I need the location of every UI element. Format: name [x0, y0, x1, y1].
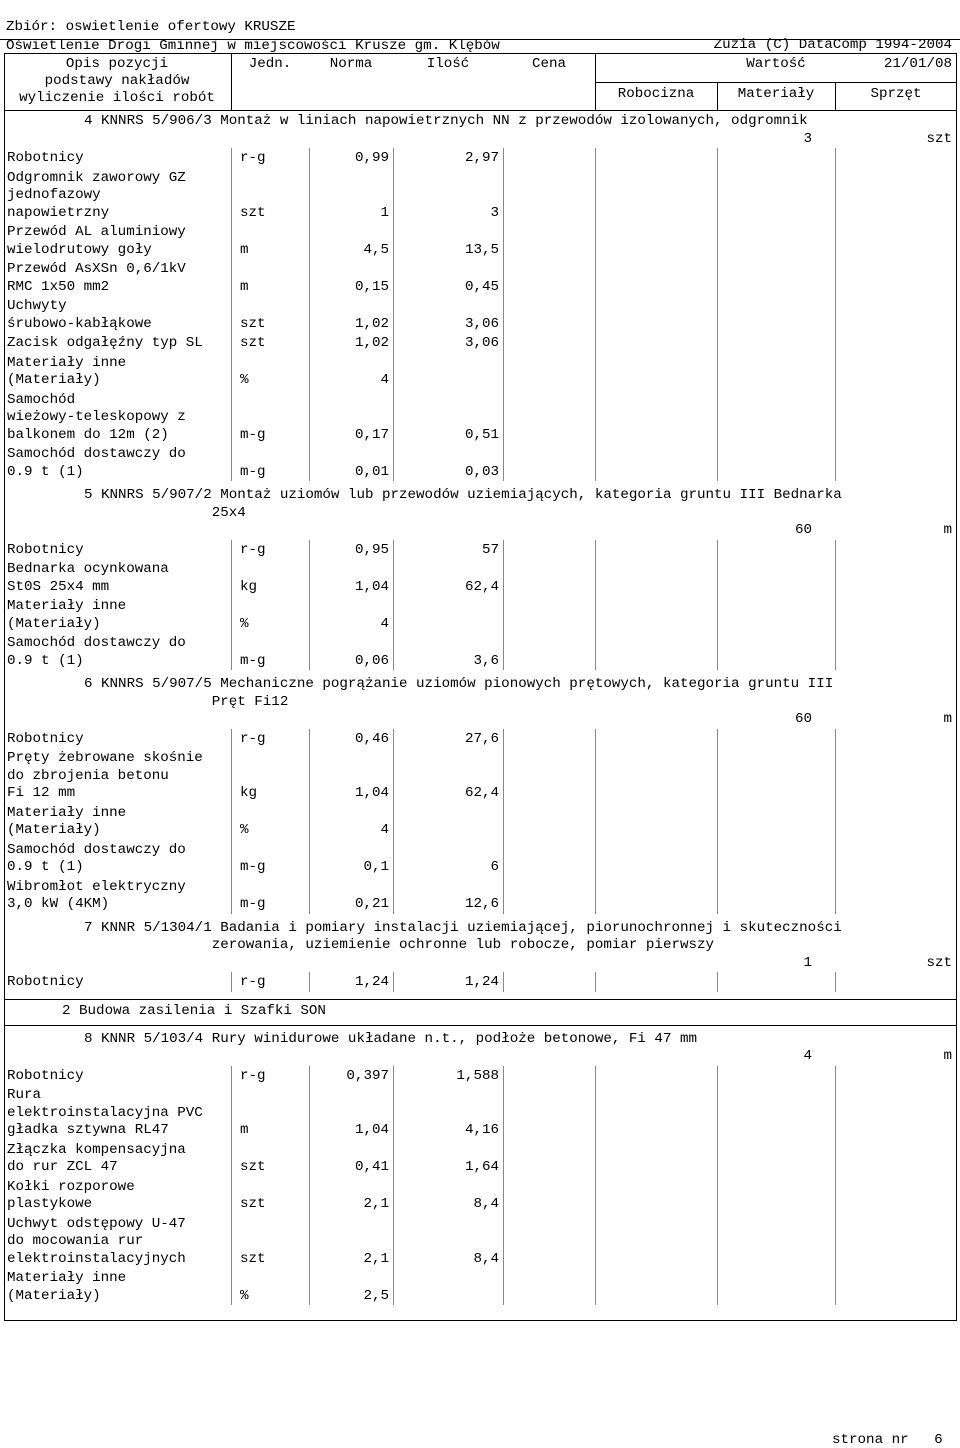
resource-quantity: 8,4 [473, 1196, 499, 1212]
resource-description: Rura elektroinstalacyjna PVC gładka sztywna RL47 [7, 1087, 203, 1138]
resource-description: Samochód dostawczy do 0.9 t (1) [7, 635, 186, 669]
resource-norm: 0,01 [354, 463, 389, 480]
column-separator [309, 972, 310, 992]
header-divider-h [595, 82, 957, 83]
resource-norm: 2,1 [363, 1196, 389, 1212]
resource-unit: % [240, 615, 249, 632]
resource-unit: szt [240, 335, 266, 351]
column-separator [595, 729, 596, 914]
column-separator [717, 972, 718, 992]
resource-norm: 0,17 [354, 426, 389, 443]
resource-norm: 0,21 [354, 896, 389, 912]
resource-norm: 2,5 [363, 1287, 389, 1304]
col-header-equipment: Sprzęt [870, 86, 922, 102]
header-divider-v [717, 82, 718, 111]
resource-unit: m-g [240, 896, 266, 912]
resource-norm: 1,02 [354, 315, 389, 332]
col-header-materials: Materiały [737, 86, 815, 102]
resource-quantity: 57 [481, 541, 499, 558]
resource-unit: % [240, 822, 249, 838]
column-separator [393, 540, 394, 671]
resource-norm: 1,04 [354, 1122, 389, 1138]
resource-quantity: 0,45 [464, 278, 499, 295]
column-separator [393, 148, 394, 481]
header-divider [0, 39, 960, 40]
resource-quantity: 1,24 [464, 974, 499, 990]
section-rule-bottom [4, 1025, 957, 1026]
column-separator [717, 148, 718, 481]
position-quantity: 3 [803, 130, 812, 147]
header-bottom-rule [4, 110, 957, 111]
header-divider-v [231, 53, 232, 111]
resource-norm: 0,46 [354, 730, 389, 747]
resource-unit: m-g [240, 463, 266, 480]
resource-norm: 1 [380, 204, 389, 221]
resource-quantity: 0,51 [464, 426, 499, 443]
resource-norm: 0,41 [354, 1159, 389, 1175]
position-title: 6 KNNRS 5/907/5 Mechaniczne pogrążanie uziomów pionowych prętowych, kategoria gruntu III Pręt Fi12 [84, 676, 834, 710]
resource-quantity: 2,97 [464, 150, 499, 166]
page-number: strona nr 6 [832, 1432, 943, 1448]
resource-quantity: 6 [490, 859, 499, 875]
resource-description: Materiały inne (Materiały) [7, 804, 127, 838]
resource-unit: % [240, 1287, 249, 1304]
resource-description: Robotnicy [7, 150, 84, 166]
resource-norm: 1,04 [354, 578, 389, 595]
resource-quantity: 62,4 [464, 578, 499, 595]
software-credit: Zuzia (C) DataComp 1994-2004 [713, 37, 952, 53]
resource-unit: szt [240, 315, 266, 332]
resource-description: Wibromłot elektryczny 3,0 kW (4KM) [7, 878, 186, 912]
resource-unit: kg [240, 578, 258, 595]
resource-unit: szt [240, 1196, 266, 1212]
resource-unit: szt [240, 1159, 266, 1175]
position-title: 7 KNNR 5/1304/1 Badania i pomiary instalacji uziemiającej, piorunochronnej i skuteczności zerowania, uziemienie ochronne lub robocze, pomiar pierwszy [84, 919, 842, 953]
resource-quantity: 13,5 [464, 241, 499, 258]
resource-norm: 0,15 [354, 278, 389, 295]
resource-norm: 0,397 [346, 1067, 389, 1084]
position-unit: szt [926, 130, 952, 147]
column-separator [835, 1066, 836, 1306]
resource-description: Uchwyt odstępowy U-47 do mocowania rur elektroinstalacyjnych [7, 1215, 186, 1267]
resource-description: Złączka kompensacyjna do rur ZCL 47 [7, 1141, 186, 1175]
resource-description: Przewód AL aluminiowy wielodrutowy goły [7, 224, 186, 258]
resource-quantity: 62,4 [464, 785, 499, 801]
resource-unit: szt [240, 1250, 266, 1267]
resource-quantity: 3,06 [464, 315, 499, 332]
resource-norm: 1,02 [354, 335, 389, 351]
col-header-quantity: Ilość [426, 56, 470, 72]
resource-norm: 4 [380, 615, 389, 632]
column-separator [503, 972, 504, 992]
column-separator [393, 729, 394, 914]
column-separator [309, 729, 310, 914]
header-divider-v [835, 82, 836, 111]
resource-norm: 0,06 [354, 652, 389, 669]
resource-description: Samochód dostawczy do 0.9 t (1) [7, 841, 186, 875]
position-title: 4 KNNRS 5/906/3 Montaż w liniach napowietrznych NN z przewodów izolowanych, odgromnik [84, 113, 808, 129]
column-separator [309, 148, 310, 481]
resource-quantity: 27,6 [464, 730, 499, 747]
position-unit: m [943, 522, 952, 538]
resource-description: Bednarka ocynkowana St0S 25x4 mm [7, 561, 169, 595]
resource-description: Pręty żebrowane skośnie do zbrojenia betonu Fi 12 mm [7, 750, 203, 801]
col-header-value: Wartość [746, 56, 806, 72]
column-separator [393, 972, 394, 992]
column-separator [835, 729, 836, 914]
position-title: 8 KNNR 5/103/4 Rury winidurowe układane n.t., podłoże betonowe, Fi 47 mm [84, 1030, 697, 1047]
col-header-description: Opis pozycji podstawy nakładów wyliczenie ilości robót [19, 56, 215, 106]
column-separator [393, 1066, 394, 1306]
resource-description: Samochód dostawczy do 0.9 t (1) [7, 446, 186, 480]
resource-quantity: 3,06 [464, 335, 499, 351]
resource-quantity: 0,03 [464, 463, 499, 480]
col-header-unit: Jedn. [248, 56, 292, 72]
column-separator [717, 729, 718, 914]
resource-unit: m-g [240, 859, 266, 875]
resource-description: Samochód wieżowy-teleskopowy z balkonem do 12m (2) [7, 391, 186, 443]
column-separator [231, 729, 232, 914]
resource-quantity: 8,4 [473, 1250, 499, 1267]
resource-description: Przewód AsXSn 0,6/1kV RMC 1x50 mm2 [7, 261, 186, 295]
section-title: 2 Budowa zasilenia i Szafki SON [62, 1002, 326, 1019]
column-separator [717, 1066, 718, 1306]
resource-unit: m [240, 278, 249, 295]
resource-unit: szt [240, 204, 266, 221]
resource-description: Odgromnik zaworowy GZ jednofazowy napowietrzny [7, 169, 186, 221]
resource-norm: 0,1 [363, 859, 389, 875]
resource-unit: % [240, 372, 249, 388]
resource-unit: m-g [240, 652, 266, 669]
resource-description: Materiały inne (Materiały) [7, 354, 127, 388]
resource-unit: r-g [240, 1067, 266, 1084]
position-unit: m [943, 1048, 952, 1064]
column-separator [231, 148, 232, 481]
resource-quantity: 3 [490, 204, 499, 221]
column-separator [503, 540, 504, 671]
resource-unit: kg [240, 785, 258, 801]
position-quantity: 1 [803, 954, 812, 971]
collection-name: Zbiór: oswietlenie ofertowy KRUSZE [6, 19, 296, 35]
column-separator [595, 972, 596, 992]
resource-description: Robotnicy [7, 1067, 84, 1084]
column-separator [835, 148, 836, 481]
column-separator [717, 540, 718, 671]
project-subject: Oświetlenie Drogi Gminnej w miejscowości Krusze gm. Klębów [6, 38, 500, 54]
col-header-price: Cena [531, 56, 567, 72]
column-separator [595, 148, 596, 481]
resource-norm: 4 [380, 822, 389, 838]
column-separator [231, 1066, 232, 1306]
position-title: 5 KNNRS 5/907/2 Montaż uziomów lub przewodów uziemiających, kategoria gruntu III Bednarka 25x4 [84, 487, 842, 521]
column-separator [503, 1066, 504, 1306]
resource-norm: 2,1 [363, 1250, 389, 1267]
resource-quantity: 12,6 [464, 896, 499, 912]
column-separator [231, 972, 232, 992]
resource-description: Materiały inne (Materiały) [7, 1270, 127, 1304]
resource-unit: r-g [240, 150, 266, 166]
resource-norm: 0,95 [354, 541, 389, 558]
resource-description: Uchwyty śrubowo-kabłąkowe [7, 298, 152, 332]
column-separator [309, 540, 310, 671]
resource-norm: 4,5 [363, 241, 389, 258]
resource-description: Robotnicy [7, 974, 84, 990]
position-quantity: 4 [803, 1048, 812, 1064]
resource-unit: r-g [240, 730, 266, 747]
column-separator [503, 729, 504, 914]
position-unit: m [943, 711, 952, 727]
resource-unit: m-g [240, 426, 266, 443]
column-separator [309, 1066, 310, 1306]
resource-description: Zacisk odgałęźny typ SL [7, 335, 203, 351]
resource-norm: 1,24 [354, 974, 389, 990]
position-quantity: 60 [794, 711, 812, 727]
resource-description: Kołki rozporowe plastykowe [7, 1178, 135, 1212]
position-quantity: 60 [794, 522, 812, 538]
resource-unit: m [240, 1122, 249, 1138]
resource-norm: 4 [380, 372, 389, 388]
column-separator [595, 1066, 596, 1306]
resource-quantity: 4,16 [464, 1122, 499, 1138]
column-separator [835, 540, 836, 671]
resource-quantity: 1,64 [464, 1159, 499, 1175]
resource-description: Materiały inne (Materiały) [7, 598, 127, 632]
resource-norm: 0,99 [354, 150, 389, 166]
col-header-norm: Norma [329, 56, 373, 72]
col-header-labor: Robocizna [617, 86, 695, 102]
column-separator [835, 972, 836, 992]
column-separator [595, 540, 596, 671]
resource-description: Robotnicy [7, 730, 84, 747]
resource-quantity: 3,6 [473, 652, 499, 669]
position-unit: szt [926, 954, 952, 971]
column-separator [503, 148, 504, 481]
report-date: 21/01/08 [883, 56, 952, 72]
resource-description: Robotnicy [7, 541, 84, 558]
column-separator [231, 540, 232, 671]
resource-unit: m [240, 241, 249, 258]
resource-norm: 1,04 [354, 785, 389, 801]
resource-quantity: 1,588 [456, 1067, 499, 1084]
section-rule-top [4, 999, 957, 1000]
resource-unit: r-g [240, 541, 266, 558]
resource-unit: r-g [240, 974, 266, 990]
